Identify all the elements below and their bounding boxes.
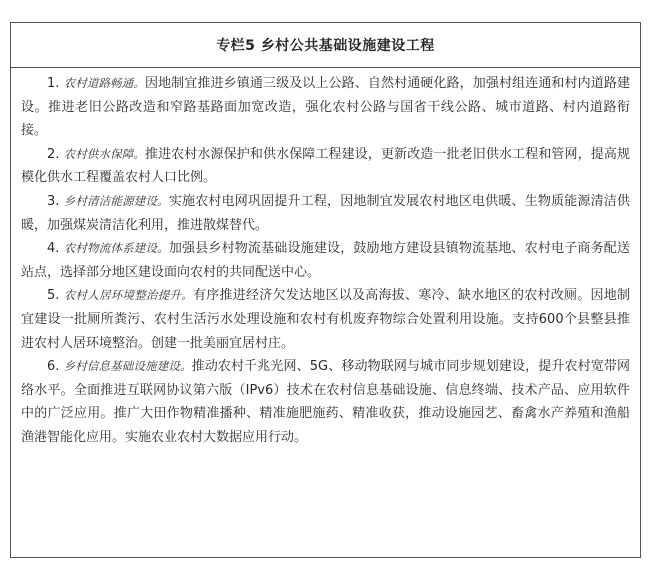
list-item bbox=[21, 355, 630, 449]
list-item bbox=[21, 237, 630, 284]
column-body bbox=[11, 68, 640, 450]
list-item bbox=[21, 284, 630, 355]
item-heading: 农村供水保障。 bbox=[63, 146, 145, 161]
item-heading: 农村道路畅通。 bbox=[63, 76, 145, 90]
item-number: 1. bbox=[47, 76, 64, 91]
item-heading: 乡村信息基础设施建设。 bbox=[63, 359, 192, 374]
item-text: 加强县乡村物流基础设施建设，鼓励地方建设县镇物流基地、农村电子商务配送站点，选择部分地区建设面向农村的共同配送中心。 bbox=[21, 241, 630, 280]
list-item bbox=[21, 190, 630, 237]
item-number: 4. bbox=[47, 241, 64, 257]
item-text: 推动农村千兆光网、5G、移动物联网与城市同步规划建设，提升农村宽带网络水平。全面推进互联网协议第六版（IPv6）技术在农村信息基础设施、信息终端、技术产品、应用软件中的广泛应用。推广大田作物精准播种、精准施肥施药、精准收获，推动设施园艺、畜禽水产养殖和渔船渔港智能化应用。实施农业农村大数据应用行动。 bbox=[21, 359, 630, 445]
item-number: 5. bbox=[47, 288, 64, 304]
list-item bbox=[21, 143, 630, 190]
item-text: 推进农村水源保护和供水保障工程建设，更新改造一批老旧供水工程和管网，提高规模化供水工程覆盖农村人口比例。 bbox=[21, 146, 630, 186]
item-text: 有序推进经济欠发达地区以及高海拔、寒冷、缺水地区的农村改厕。因地制宜建设一批厕所粪污、农村生活污水处理设施和农村有机废弃物综合处置利用设施。支持600个县整县推进农村人居环境整治。创建一批美丽宜居村庄。 bbox=[21, 288, 630, 351]
item-text: 因地制宜推进乡镇通三级及以上公路、自然村通硬化路，加强村组连通和村内道路建设。推进老旧公路改造和窄路基路面加宽改造，强化农村公路与国省干线公路、城市道路、村内道路衔接。 bbox=[21, 76, 630, 139]
column-box bbox=[10, 22, 641, 558]
item-number: 6. bbox=[47, 359, 64, 375]
item-text: 实施农村电网巩固提升工程，因地制宜发展农村地区电供暖、生物质能源清洁供暖，加强煤炭清洁化利用，推进散煤替代。 bbox=[21, 193, 630, 233]
item-heading: 乡村清洁能源建设。 bbox=[63, 193, 169, 208]
list-item bbox=[21, 72, 630, 143]
item-number: 3. bbox=[47, 193, 64, 209]
item-number: 2. bbox=[47, 146, 64, 162]
column-title: 专栏5 乡村公共基础设施建设工程 bbox=[11, 23, 640, 68]
item-heading: 农村人居环境整治提升。 bbox=[63, 288, 194, 303]
item-heading: 农村物流体系建设。 bbox=[63, 241, 169, 256]
